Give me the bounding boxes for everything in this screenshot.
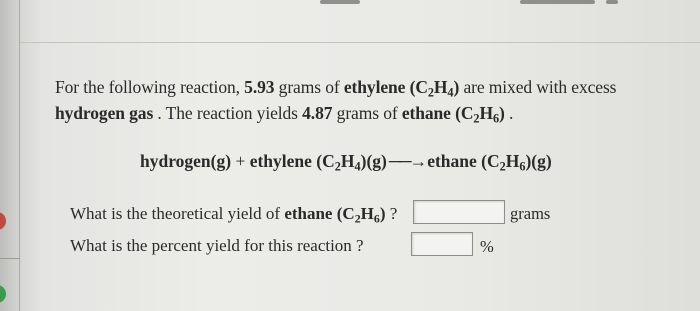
reactant-ethylene: ethylene $(C_2H_4)(g)$ — [249, 151, 387, 174]
reactant-name: ethylene $(C_2H_4)$ — [343, 77, 460, 100]
left-divider — [19, 0, 20, 311]
left-margin-strip — [0, 0, 20, 311]
grams-of-text: grams of — [332, 103, 402, 123]
cropped-text-fragment — [320, 0, 360, 4]
yields-text: . The reaction yields — [153, 103, 303, 123]
plus-sign: + — [231, 151, 250, 171]
question-percent-yield: What is the percent yield for this reaction ? — [70, 236, 364, 255]
question-product-name: ethane $(C_2H_6)$ — [284, 204, 386, 226]
section-divider — [20, 42, 700, 43]
grams-unit-label: grams — [510, 204, 551, 223]
mixed-with-text: are mixed with excess — [459, 77, 617, 97]
intro-text: For the following reaction, — [55, 77, 245, 97]
problem-statement — [55, 74, 655, 126]
reactant-hydrogen: hydrogen(g) — [140, 151, 232, 171]
reaction-equation — [140, 151, 552, 172]
left-rule — [0, 258, 20, 259]
reaction-arrow-icon: ──→ — [388, 151, 426, 171]
ethylene-mass: 5.93 — [244, 77, 275, 97]
question-theoretical-yield: What is the theoretical yield of ethane $(C_2H_6)$ ? — [70, 204, 398, 226]
excess-reagent: hydrogen gas — [55, 103, 154, 123]
theoretical-yield-input[interactable] — [413, 200, 505, 224]
product-ethane: ethane $(C_2H_6)(g)$ — [427, 151, 552, 174]
cropped-text-fragment — [520, 0, 595, 4]
percent-yield-input[interactable] — [411, 232, 473, 256]
cropped-text-fragment — [606, 0, 618, 4]
product-name: ethane $(C_2H_6)$ — [401, 103, 505, 126]
percent-unit-label: % — [480, 237, 494, 256]
statement-end: . — [504, 103, 514, 123]
ethane-mass: 4.87 — [302, 103, 333, 123]
grams-of-text: grams of — [274, 77, 344, 97]
